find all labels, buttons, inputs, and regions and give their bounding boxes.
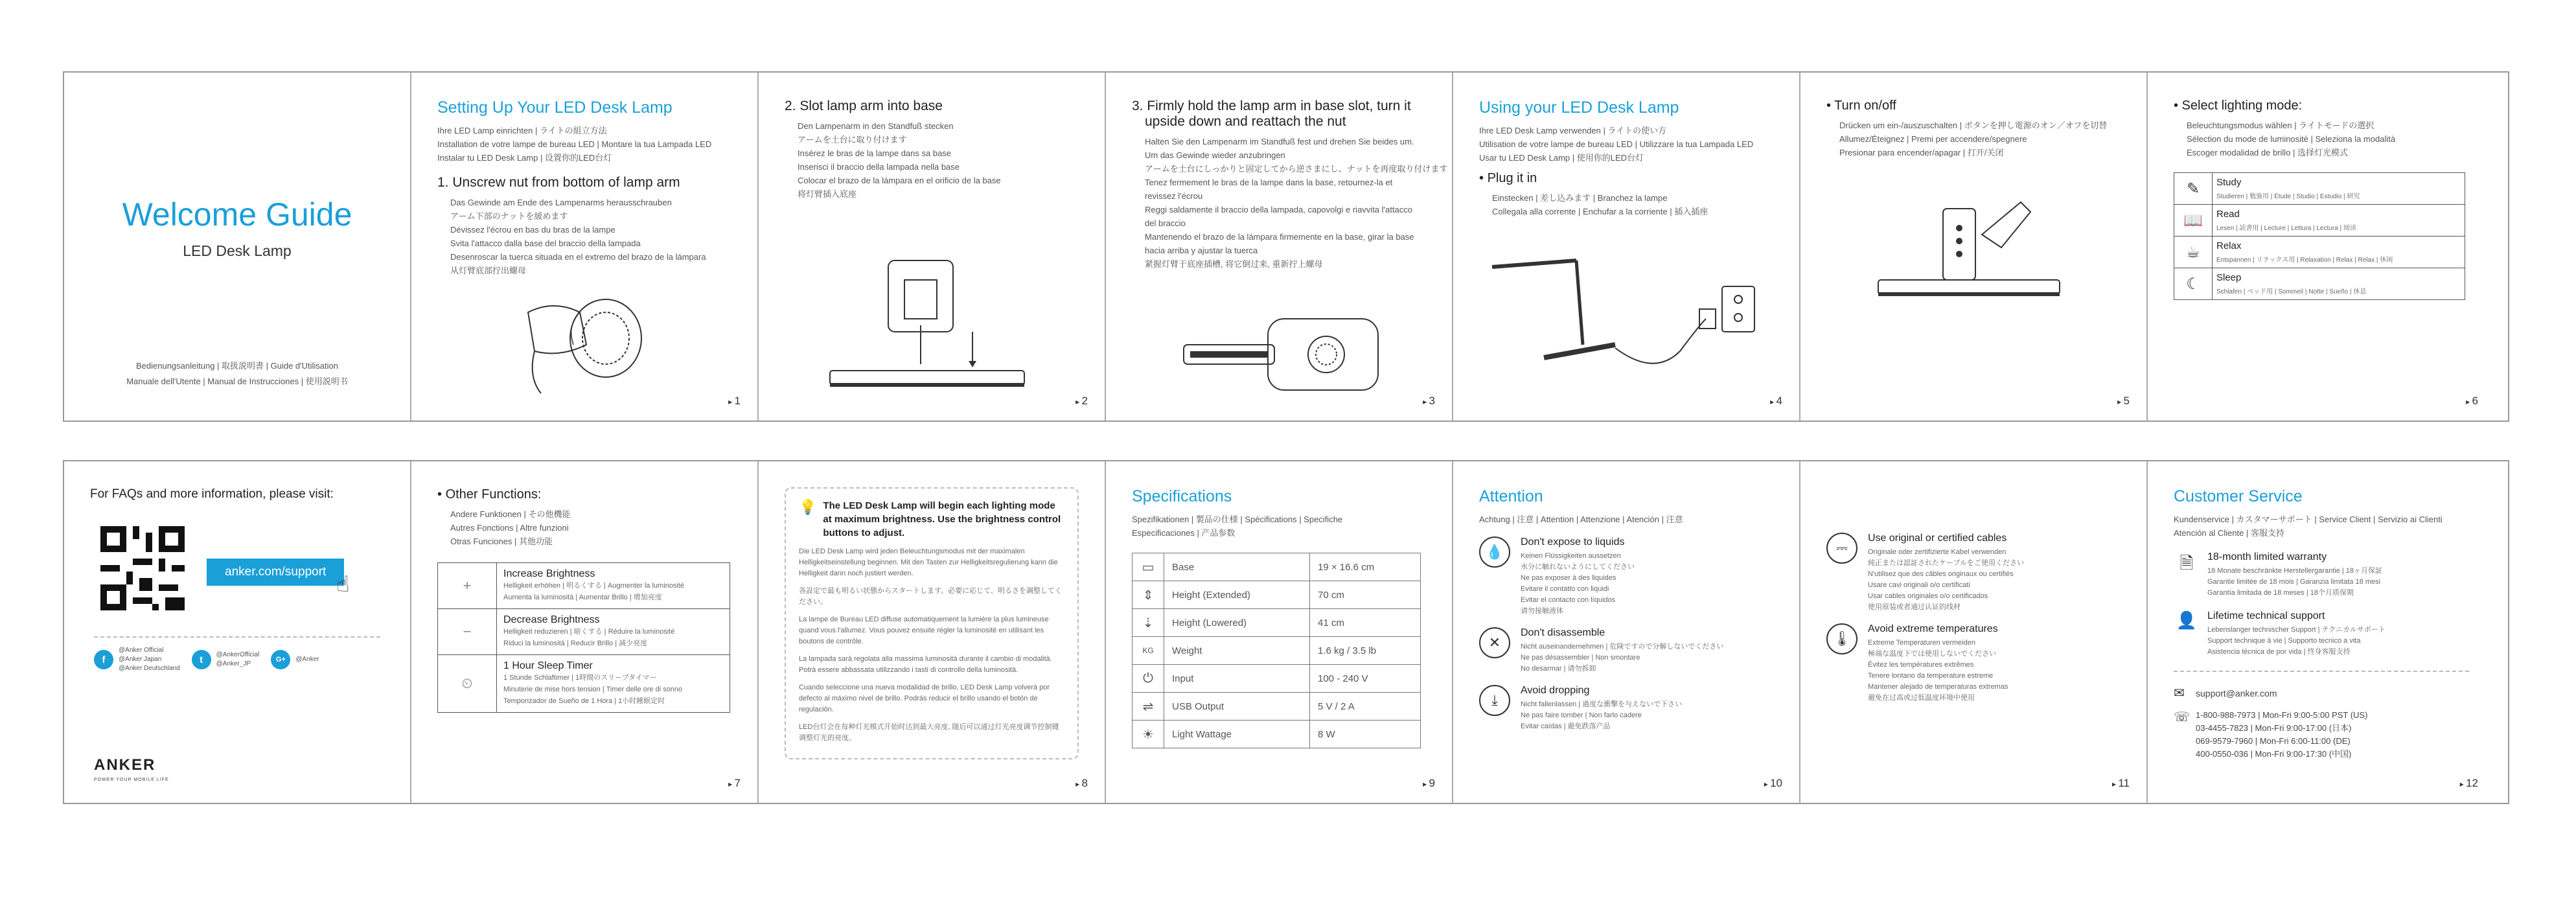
- text-line: Especificaciones | 产品参数: [1132, 528, 1236, 538]
- text-line: Andere Funktionen | その他機能: [450, 509, 571, 519]
- function-name: Decrease Brightness: [503, 614, 600, 625]
- attention-title: Don't expose to liquids: [1521, 537, 1625, 548]
- social-handle: @Anker Deutschland: [119, 665, 180, 672]
- text-line: Insérez le bras de la lampe dans sa base: [798, 148, 952, 158]
- spec-value: 5 V / 2 A: [1310, 693, 1421, 721]
- attention-sub: Ne pas faire tomber | Non farlo cadere: [1521, 711, 1642, 719]
- attention-sub: Evitare il contatto con liquidi: [1521, 585, 1609, 593]
- attention-sub: 純正または認証されたケーブルをご使用ください: [1868, 559, 2025, 567]
- social-handle: @Anker: [295, 656, 319, 663]
- attention-item: [1479, 685, 1773, 732]
- step-title: 3. Firmly hold the lamp arm in base slot, turn it: [1132, 98, 1411, 113]
- page-number: ▸ 11: [2112, 777, 2130, 790]
- text-line: Tenez fermement le bras de la lampe dans la base, retournez-la et: [1145, 178, 1393, 187]
- attention-sub: N'utilisez que des câbles originaux ou certifiés: [1868, 570, 2014, 578]
- top-row: [63, 71, 2509, 422]
- functions-table: [437, 562, 730, 713]
- attention-sub: 使用原装或者通过认证的线材: [1868, 603, 1961, 611]
- sleep-icon: ☾: [2174, 268, 2213, 300]
- attention-sub: Evitar el contacto con líquidos: [1521, 596, 1616, 604]
- divider: [2174, 671, 2469, 672]
- notice-paragraph: LED台灯会在每种灯光模式开始时达到最大亮度, 随后可以通过灯光亮度调节控制键调整灯光的亮度。: [799, 723, 1059, 742]
- social-handle: @Anker Official: [119, 647, 164, 654]
- text-line: Mantenendo el brazo de la lámpara firmemente en la base, girar la base: [1145, 232, 1414, 242]
- sleep-timer-icon: ⏲: [438, 655, 497, 713]
- attention-sub: Nicht auseinandernehmen | 危険ですので分解しないでください: [1521, 643, 1724, 651]
- attention-sub: 避免在过高或过低温度环境中使用: [1868, 694, 1975, 702]
- text-line: Atención al Cliente | 客服支持: [2174, 528, 2284, 538]
- customer-service-panel: [2148, 461, 2495, 803]
- mode-name: Sleep: [2216, 272, 2242, 283]
- notice-title: The LED Desk Lamp will begin each lighting mode at maximum brightness. Use the brightness control buttons to adjust.: [823, 500, 1061, 538]
- support-line: Asistencia técnica de por vida | 终身客服支持: [2207, 648, 2351, 656]
- welcome-title: Welcome Guide: [122, 196, 352, 233]
- spec-value: 19 × 16.6 cm: [1310, 553, 1421, 581]
- attention-cont-panel: [1800, 461, 2148, 803]
- study-icon: ✎: [2174, 173, 2213, 205]
- mode-table: [2174, 172, 2465, 300]
- read-icon: 📖: [2174, 205, 2213, 237]
- phone-line[interactable]: 1-800-988-7973 | Mon-Fri 9:00-5:00 PST (US): [2196, 710, 2368, 720]
- anker-logo: ANKER: [94, 756, 156, 774]
- faq-text: For FAQs and more information, please visit:: [90, 487, 334, 501]
- function-row: [438, 609, 730, 655]
- function-sub: Aumenta la luminosità | Aumentar Brillo | 增加亮度: [503, 594, 662, 601]
- mode-row: [2174, 268, 2465, 300]
- text-line: Dévissez l'écrou en bas du bras de la lampe: [450, 225, 615, 235]
- decrease-brightness-icon: −: [438, 609, 497, 655]
- slot-arm-illustration: [823, 254, 1037, 403]
- warranty-line: 18 Monate beschränkte Herstellergarantie | 18ヶ月保証: [2207, 567, 2383, 575]
- attention-title: Avoid extreme temperatures: [1868, 623, 1998, 634]
- attention-item: [1479, 537, 1773, 617]
- weight-icon: KG: [1133, 637, 1164, 665]
- warranty-icon: 🗎: [2179, 553, 2194, 573]
- text-line: Beleuchtungsmodus wählen | ライトモードの選択: [2187, 121, 2375, 130]
- function-sub: Temporizador de Sueño de 1 Hora | 1小时睡眠定时: [503, 697, 665, 705]
- page-number: ▸ 6: [2466, 395, 2478, 408]
- attention-sub: Tenere lontano da temperature estreme: [1868, 672, 1994, 680]
- attention-sub: Évitez les températures extrêmes: [1868, 661, 1974, 669]
- spec-value: 100 - 240 V: [1310, 665, 1421, 693]
- page-number: ▸ 5: [2117, 395, 2130, 408]
- base-icon: ▭: [1133, 553, 1164, 581]
- attention-sub: Usar cables originales o/o certificados: [1868, 592, 1988, 600]
- text-line: Spezifikationen | 製品の仕様 | Spécifications | Specifiche: [1132, 514, 1343, 524]
- liquid-icon: 💧: [1479, 537, 1510, 568]
- spec-row: [1133, 665, 1421, 693]
- step-title: 1. Unscrew nut from bottom of lamp arm: [437, 175, 680, 190]
- facebook-icon: f: [94, 650, 113, 669]
- step-title: 2. Slot lamp arm into base: [785, 98, 943, 113]
- text-line: Allumez/Éteignez | Premi per accendere/spegnere: [1839, 134, 2027, 144]
- text-line: Utilisation de votre lampe de bureau LED | Utilizzare la tua Lampada LED: [1479, 139, 1754, 149]
- spec-label: Weight: [1164, 637, 1310, 665]
- specs-table: [1132, 553, 1421, 748]
- text-line: アーム下部のナットを緩めます: [450, 211, 568, 221]
- text-line: 紧握灯臂于底座插槽, 将它倒过来, 重新拧上螺母: [1145, 259, 1323, 269]
- spec-label: Base: [1164, 553, 1310, 581]
- bottom-row: [63, 460, 2509, 804]
- text-line: Achtung | 注意 | Attention | Attenzione | Atención | 注意: [1479, 514, 1683, 524]
- spec-row: [1133, 581, 1421, 609]
- mode-row: [2174, 205, 2465, 237]
- notice-paragraph: 各設定で最も明るい状態からスタートします。必要に応じて、明るさを調整してください。: [799, 587, 1062, 606]
- section-title: Specifications: [1132, 487, 1232, 505]
- specifications-panel: [1106, 461, 1453, 803]
- social-links: [94, 646, 331, 673]
- text-line: revissez l'écrou: [1145, 191, 1203, 201]
- anker-tagline: POWER YOUR MOBILE LIFE: [94, 778, 169, 782]
- bullet-title: • Select lighting mode:: [2174, 98, 2469, 113]
- spec-value: 1.6 kg / 3.5 lb: [1310, 637, 1421, 665]
- pointer-hand-icon: ☝: [336, 572, 350, 597]
- other-functions-panel: [411, 461, 759, 803]
- using-lamp-panel: [1453, 73, 1800, 421]
- mode-row: [2174, 237, 2465, 268]
- text-line: Ihre LED Lamp einrichten | ライトの組立方法: [437, 126, 607, 135]
- welcome-subtitle: LED Desk Lamp: [183, 242, 292, 259]
- notice-box: [785, 487, 1079, 759]
- attention-sub: Evitar caídas | 避免跌落产品: [1521, 722, 1611, 730]
- section-title: Setting Up Your LED Desk Lamp: [437, 98, 673, 117]
- text-line: Instalar tu LED Desk Lamp | 设置你的LED台灯: [437, 153, 612, 163]
- support-line: Support technique à vie | Supporto tecnico a vita: [2207, 637, 2361, 645]
- function-row: [438, 563, 730, 609]
- text-line: del braccio: [1145, 218, 1186, 228]
- divider: [94, 636, 380, 638]
- text-line: Inserisci il braccio della lampada nella base: [798, 162, 960, 172]
- attention-sub: 極端な温度下では使用しないでください: [1868, 650, 1996, 658]
- page-number: ▸ 10: [1764, 777, 1782, 790]
- brightness-note-panel: [759, 461, 1106, 803]
- page-number: ▸ 9: [1423, 777, 1435, 790]
- spec-label: Height (Extended): [1164, 581, 1310, 609]
- temperature-icon: 🌡: [1826, 623, 1857, 654]
- text-line: Escoger modalidad de brillo | 选择灯光模式: [2187, 148, 2349, 157]
- height-lowered-icon: ⇣: [1133, 609, 1164, 637]
- text-line: Ihre LED Desk Lamp verwenden | ライトの使い方: [1479, 126, 1667, 135]
- faq-panel: [64, 461, 411, 803]
- social-twitter[interactable]: [192, 650, 260, 669]
- googleplus-icon: G+: [271, 650, 290, 669]
- bullet-title: • Other Functions:: [437, 487, 731, 502]
- plug-in-illustration: [1486, 248, 1771, 390]
- text-line: Um das Gewinde wieder anzubringen: [1145, 150, 1285, 160]
- text-line: Installation de votre lampe de bureau LED | Montare la tua Lampada LED: [437, 139, 712, 149]
- twitter-icon: t: [192, 650, 211, 669]
- spec-label: USB Output: [1164, 693, 1310, 721]
- social-handle: @AnkerOfficial: [216, 651, 260, 658]
- function-sub: Helligkeit reduzieren | 暗くする | Réduire la luminosité: [503, 628, 675, 636]
- spec-row: [1133, 609, 1421, 637]
- welcome-panel: [64, 73, 411, 421]
- notice-paragraph: Cuando seleccione una nueva modalidad de brillo, LED Desk Lamp volverá por defecto al máximo nivel de brillo. Podrás reducir el brillo usando el botón de regulación.: [799, 684, 1050, 713]
- spec-value: 70 cm: [1310, 581, 1421, 609]
- page-number: ▸ 12: [2460, 777, 2478, 790]
- reattach-illustration: [1171, 312, 1391, 410]
- attention-sub: Nicht fallenlassen | 過度な衝撃を与えないで下さい: [1521, 700, 1683, 708]
- mode-sub: Entspannen | リラックス用 | Relaxation | Relax | Relax | 休闲: [2216, 257, 2393, 264]
- language-line: Manuale dell'Utente | Manual de Instrucciones | 使用説明书: [126, 376, 348, 386]
- phone-line[interactable]: 03-4455-7823 | Mon-Fri 9:00-17:00 (日本): [2196, 723, 2352, 733]
- mode-name: Relax: [2216, 240, 2242, 251]
- text-line: Svita l'attacco dalla base del braccio della lampada: [450, 238, 641, 248]
- step-title: upside down and reattach the nut: [1145, 114, 1346, 129]
- attention-item: [1826, 623, 2121, 704]
- setup-panel: [411, 73, 759, 421]
- increase-brightness-icon: +: [438, 563, 497, 609]
- text-line: Kundenservice | カスタマーサポート | Service Client | Servizio ai Clienti: [2174, 514, 2443, 524]
- social-handle: @Anker Japan: [119, 656, 162, 663]
- support-title: Lifetime technical support: [2207, 610, 2325, 621]
- language-list: [64, 358, 410, 389]
- text-line: Autres Fonctions | Altre funzioni: [450, 523, 569, 533]
- language-line: Bedienungsanleitung | 取扱説明書 | Guide d'Utilisation: [135, 361, 338, 371]
- section-title: Customer Service: [2174, 487, 2303, 505]
- notice-paragraph: La lampada sarà regolata alla massima luminosità durante il cambio di modalità. Potrà essere abbassata utilizzando i tasti di controllo della luminosità.: [799, 655, 1052, 674]
- support-item: [2174, 610, 2469, 658]
- page-number: ▸ 3: [1423, 395, 1435, 408]
- function-sub: 1 Stunde Schlaftimer | 1時間のスリープタイマー: [503, 674, 657, 682]
- text-line: hacia arriba y ajustar la tuerca: [1145, 246, 1258, 255]
- input-icon: ⏻: [1133, 665, 1164, 693]
- text-line: Desenroscar la tuerca situada en el extremo del brazo de la lámpara: [450, 252, 706, 262]
- text-line: アームを土台にしっかりと固定してから逆さまにし、ナットを再度取り付けます: [1145, 164, 1448, 174]
- attention-title: Don't disassemble: [1521, 627, 1605, 638]
- mode-name: Study: [2216, 177, 2242, 188]
- mode-name: Read: [2216, 209, 2240, 220]
- cable-icon: ⎓: [1826, 533, 1857, 564]
- attention-sub: Usare cavi originali o/o certificati: [1868, 581, 1970, 589]
- page-number: ▸ 8: [1075, 777, 1088, 790]
- page-number: ▸ 7: [728, 777, 741, 790]
- text-line: Den Lampenarm in den Standfuß stecken: [798, 121, 954, 131]
- attention-sub: Originale oder zertifizierte Kabel verwenden: [1868, 548, 2007, 556]
- attention-sub: Ne pas désassembler | Non smontare: [1521, 654, 1640, 662]
- mode-sub: Studieren | 勉強用 | Étude | Studio | Estudio | 研究: [2216, 193, 2360, 200]
- height-extended-icon: ⇕: [1133, 581, 1164, 609]
- spec-row: [1133, 553, 1421, 581]
- mode-row: [2174, 173, 2465, 205]
- page-number: ▸ 4: [1770, 395, 1782, 408]
- text-line: Sélection du mode de luminosité | Seleziona la modalità: [2187, 134, 2396, 144]
- attention-sub: Mantener alejado de temperaturas extremas: [1868, 683, 2008, 691]
- function-name: 1 Hour Sleep Timer: [503, 660, 593, 671]
- drop-icon: ⤓: [1479, 685, 1510, 716]
- text-line: 从灯臂底部拧出螺母: [450, 266, 527, 275]
- function-row: [438, 655, 730, 713]
- bullet-title: • Plug it in: [1479, 171, 1773, 186]
- attention-sub: Extreme Temperaturen vermeiden: [1868, 639, 1976, 647]
- relax-icon: ☕: [2174, 237, 2213, 268]
- attention-sub: 水分に触れないようにしてください: [1521, 563, 1635, 571]
- page-number: ▸ 1: [728, 395, 741, 408]
- usb-icon: ⇌: [1133, 693, 1164, 721]
- notice-paragraph: Die LED Desk Lamp wird jeden Beleuchtungsmodus mit der maximalen Helligkeitseinstellung beginnen. Mit den Tasten zur Helligkeitsregulierung kann die Helligkeit dann noch justiert werden.: [799, 548, 1058, 577]
- function-sub: Riduci la luminosità | Reducir Brillo | 减少亮度: [503, 640, 648, 647]
- section-title: Using your LED Desk Lamp: [1479, 98, 1679, 117]
- text-line: Einstecken | 差し込みます | Branchez la lampe: [1492, 193, 1668, 203]
- attention-sub: Ne pas exposer à des liquides: [1521, 574, 1616, 582]
- turn-on-off-panel: [1800, 73, 2148, 421]
- bullet-title: • Turn on/off: [1826, 98, 2121, 113]
- spec-value: 41 cm: [1310, 609, 1421, 637]
- spec-row: [1133, 693, 1421, 721]
- function-name: Increase Brightness: [503, 568, 595, 579]
- attention-sub: No desarmar | 请勿拆卸: [1521, 665, 1596, 673]
- text-line: Collegala alla corrente | Enchufar a la corriente | 插入插座: [1492, 207, 1708, 216]
- phone-icon: ☏: [2174, 710, 2191, 724]
- social-googleplus[interactable]: [271, 650, 319, 669]
- warranty-line: Garantía limitada de 18 meses | 18个月质保期: [2207, 589, 2354, 597]
- attention-title: Use original or certified cables: [1868, 533, 2007, 544]
- text-line: Das Gewinde am Ende des Lampenarms herausschrauben: [450, 198, 672, 207]
- warranty-item: [2174, 551, 2469, 599]
- mail-icon: ✉: [2174, 686, 2185, 700]
- spec-label: Light Wattage: [1164, 721, 1310, 748]
- section-title: Attention: [1479, 487, 1543, 505]
- text-line: アームを土台に取り付けます: [798, 135, 907, 144]
- lighting-mode-panel: [2148, 73, 2495, 421]
- spec-row: [1133, 637, 1421, 665]
- spec-row: [1133, 721, 1421, 748]
- text-line: Presionar para encender/apagar | 打开/关闭: [1839, 148, 2004, 157]
- spec-label: Input: [1164, 665, 1310, 693]
- mode-sub: Lesen | 読書用 | Lecture | Lettura | Lectura | 阅读: [2216, 225, 2356, 232]
- text-line: Otras Funciones | 其他功能: [450, 537, 553, 546]
- support-person-icon: 👤: [2176, 610, 2198, 630]
- mode-sub: Schlafen | ベッド用 | Sommeil | Notte | Sueño | 休息: [2216, 288, 2367, 295]
- attention-sub: 请勿接触液体: [1521, 607, 1563, 615]
- text-line: Halten Sie den Lampenarm im Standfuß fest und drehen Sie beides um.: [1145, 137, 1414, 146]
- unscrew-illustration: [502, 286, 671, 397]
- attention-item: [1479, 627, 1773, 675]
- social-handle: @Anker_JP: [216, 660, 251, 667]
- text-line: Usar tu LED Desk Lamp | 使用你的LED台灯: [1479, 153, 1644, 163]
- support-email[interactable]: support@anker.com: [2196, 687, 2277, 699]
- attention-item: [1826, 533, 2121, 613]
- wattage-icon: ☀: [1133, 721, 1164, 748]
- qr-code-icon: [100, 526, 185, 610]
- phone-line[interactable]: 069-9579-7960 | Mon-Fri 6:00-11:00 (DE): [2196, 736, 2351, 746]
- power-button-illustration: [1872, 196, 2079, 312]
- warranty-line: Garantie limitée de 18 mois | Garanzia limitata 18 mesi: [2207, 578, 2380, 586]
- attention-panel: [1453, 461, 1800, 803]
- support-line: Lebenslanger technischer Support | テクニカルサポート: [2207, 626, 2386, 634]
- slot-arm-panel: [759, 73, 1106, 421]
- function-sub: Minuterie de mise hors tension | Timer delle ore di sonno: [503, 686, 683, 693]
- text-line: Drücken um ein-/auszuschalten | ボタンを押し電源のオン／オフを切替: [1839, 121, 2108, 130]
- attention-title: Avoid dropping: [1521, 685, 1590, 696]
- disassemble-icon: ✕: [1479, 627, 1510, 658]
- text-line: 将灯臂插入底座: [798, 189, 857, 199]
- reattach-nut-panel: [1106, 73, 1453, 421]
- page-number: ▸ 2: [1075, 395, 1088, 408]
- text-line: Colocar el brazo de la lámpara en el orificio de la base: [798, 176, 1001, 185]
- function-sub: Helligkeit erhöhen | 明るくする | Augmenter la luminosité: [503, 582, 684, 590]
- spec-label: Height (Lowered): [1164, 609, 1310, 637]
- text-line: Reggi saldamente il braccio della lampada, capovolgi e riavvita l'attacco: [1145, 205, 1412, 214]
- social-facebook[interactable]: [94, 646, 180, 673]
- phone-line[interactable]: 400-0550-036 | Mon-Fri 9:00-17:30 (中国): [2196, 749, 2352, 759]
- lightbulb-icon: 💡: [799, 499, 817, 515]
- spec-value: 8 W: [1310, 721, 1421, 748]
- warranty-title: 18-month limited warranty: [2207, 551, 2327, 562]
- attention-sub: Keinen Flüssigkeiten aussetzen: [1521, 552, 1621, 560]
- notice-paragraph: La lampe de Bureau LED diffuse automatiquement la lumière la plus lumineuse quand vous l'allumez. Vous pouvez ensuite régler la luminosité en utilisant les boutons de contrôle.: [799, 616, 1049, 645]
- support-link-button[interactable]: anker.com/support: [207, 559, 344, 586]
